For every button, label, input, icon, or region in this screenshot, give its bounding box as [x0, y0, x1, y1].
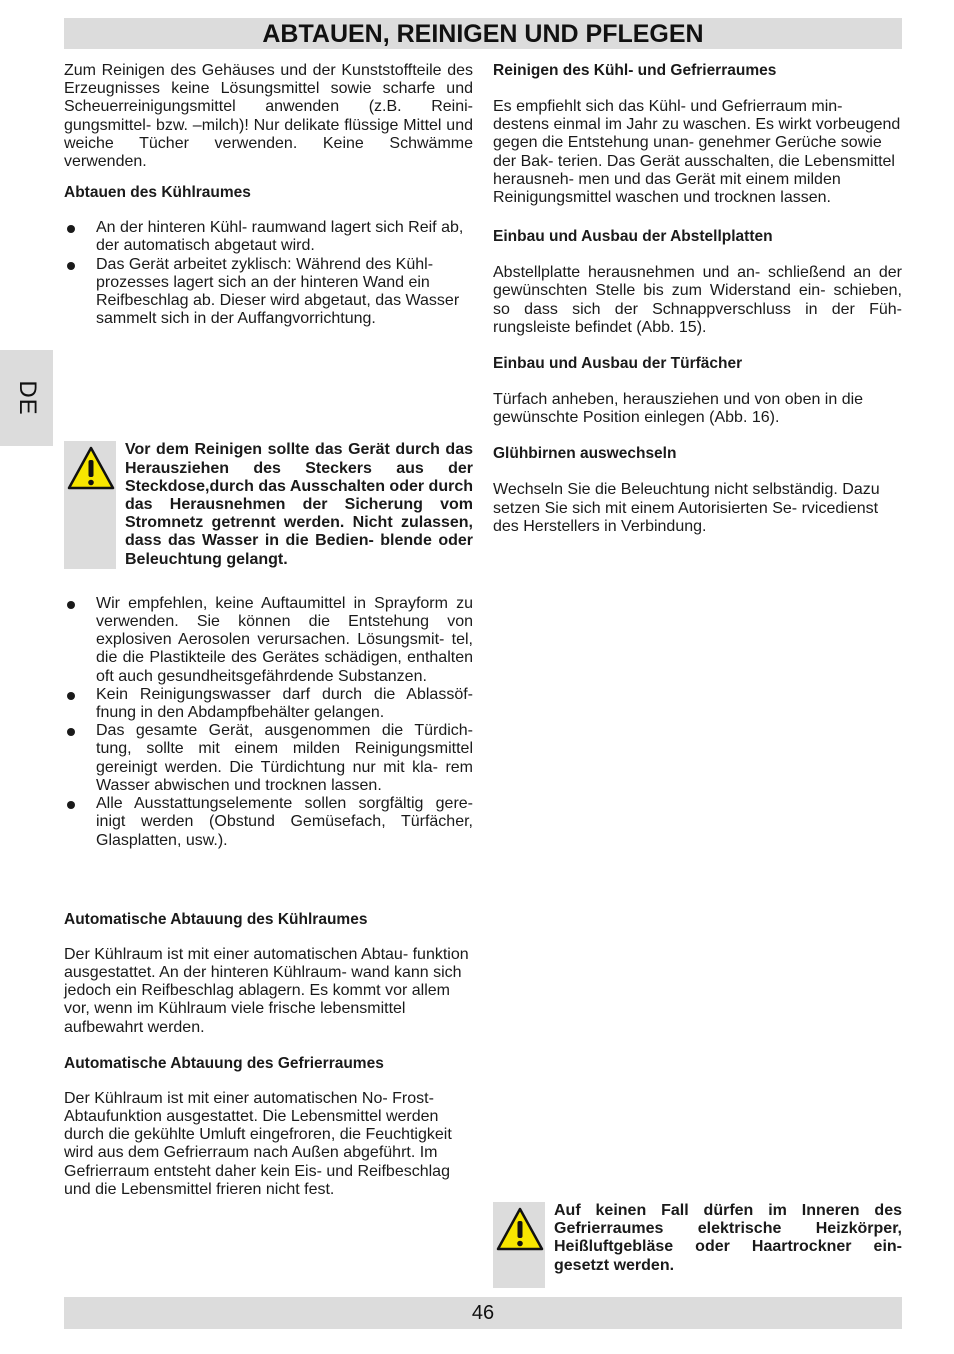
list-item: Wir empfehlen, keine Auftaumittel in Sprayform zu verwenden. Sie können die Entstehung von explosiven Aerosolen verursachen. Lösungsmit- tel, die die Plastikteile des Gerätes schädigen, enthalten oft auch gesundheitsgefährdende Substanzen. [64, 595, 473, 686]
warning-triangle-icon [496, 1206, 544, 1252]
defrost-heading: Abtauen des Kühlraumes [64, 184, 251, 202]
warning-box-left [64, 441, 473, 568]
language-tab-label: DE [13, 380, 41, 416]
page-number: 46 [64, 1297, 902, 1329]
bulb-heading: Glühbirnen auswechseln [493, 445, 677, 463]
list-item: Das Gerät arbeitet zyklisch: Während des Kühl- prozesses lagert sich an der hinteren Wand ein Reifbeschlag ab. Dieser wird abgetaut, das Wasser sammelt sich in der Auffangvorrichtung. [64, 256, 473, 329]
door-text: Türfach anheben, herausziehen und von oben in die gewünschte Position einlegen (Abb. 16). [493, 391, 864, 427]
list-item: An der hinteren Kühl- raumwand lagert sich Reif ab, der automatisch abgetaut wird. [64, 219, 473, 255]
right-column [493, 62, 902, 536]
warning-triangle-icon [67, 445, 115, 491]
warning-strip [493, 1202, 545, 1288]
left-column [64, 62, 473, 1199]
auto-fridge-heading: Automatische Abtauung des Kühlraumes [64, 910, 368, 928]
warning-text: Vor dem Reinigen sollte das Gerät durch das Herausziehen des Steckers aus der Steckdose,durch das Ausschalten oder durch das Herausnehmen der Sicherung vom Stromnetz getrennt werden. Nicht zulassen, dass das Wasser in die Bedien- blende oder Beleuchtung gelangt. [125, 441, 473, 568]
clean-heading: Reinigen des Kühl- und Gefrierraumes [493, 62, 777, 79]
shelves-heading: Einbau und Ausbau der Abstellplatten [493, 228, 773, 246]
auto-freezer-text: Der Kühlraum ist mit einer automatischen No- Frost-Abtaufunktion ausgestattet. Die Lebensmittel werden durch die gekühlte Umluft eingefroren, die Feuchtigkeit wird aus dem Gefrierraum nach Außen abgeführt. Im Gefrierraum entsteht daher kein Eis- und Reifbeschlag und die Lebensmittel frieren nicht fest. [64, 1089, 452, 1198]
page-title: ABTAUEN, REINIGEN UND PFLEGEN [64, 18, 902, 49]
warning-box-right [493, 1202, 902, 1288]
warning-strip [64, 441, 116, 568]
shelves-text: Abstellplatte herausnehmen und an- schließend an der gewünschten Stelle bis zum Widerstand ein- schieben, so dass sich der Schnappverschluss in der Füh- rungsleiste befindet (Abb. 15). [493, 264, 902, 336]
clean-text: Es empfiehlt sich das Kühl- und Gefrierraum min- destens einmal im Jahr zu waschen. Es wirkt vorbeugend gegen die Entstehung unan- genehmer Gerüche sowie der Bak- terien. Das Gerät ausschalten, die Lebensmittel herausneh- men und das Gerät mit einem milden Reinigungsmittel waschen und trocknen lassen. [493, 98, 901, 207]
list-item: Kein Reinigungswasser darf durch die Ablassöf- fnung in den Abdampfbehälter gelangen. [64, 686, 473, 722]
door-heading: Einbau und Ausbau der Türfächer [493, 355, 743, 373]
warning-text: Auf keinen Fall dürfen im Inneren des Gefrierraumes elektrische Heizkörper, Heißluftgebläse oder Haartrockner ein- gesetzt werden. [554, 1202, 902, 1274]
language-tab [0, 350, 53, 446]
defrost-list [64, 219, 473, 328]
bulb-text: Wechseln Sie die Beleuchtung nicht selbständig. Dazu setzen Sie sich mit einem Autorisierten Se- rvicedienst des Herstellers in Verbindung. [493, 481, 880, 535]
cleaning-list [64, 595, 473, 850]
intro-paragraph: Zum Reinigen des Gehäuses und der Kunststoffteile des Erzeugnisses keine Lösungsmittel sowie scharfe und Scheuerreinigungsmittel anwenden (z.B. Reini- gungsmittel- bzw. –milch)! Nur delikate flüssige Mittel und weiche Tücher verwenden. Keine Schwämme verwenden. [64, 62, 473, 171]
list-item: Das gesamte Gerät, ausgenommen die Türdich- tung, sollte mit einem milden Reinigungsmittel gereinigt werden. Die Türdichtung nur mit kla- rem Wasser abwischen und trocknen lassen. [64, 722, 473, 795]
list-item: Alle Ausstattungselemente sollen sorgfältig gere- inigt werden (Obstund Gemüsefach, Türfächer, Glasplatten, usw.). [64, 795, 473, 850]
auto-freezer-heading: Automatische Abtauung des Gefrierraumes [64, 1054, 384, 1072]
auto-fridge-text: Der Kühlraum ist mit einer automatischen Abtau- funktion ausgestattet. An der hinteren Kühlraum- wand kann sich jedoch ein Reifbeschlag ablagern. Es kommt vor allem vor, wenn im Kühlraum viele frische lebensmittel aufbewahrt werden. [64, 945, 469, 1036]
